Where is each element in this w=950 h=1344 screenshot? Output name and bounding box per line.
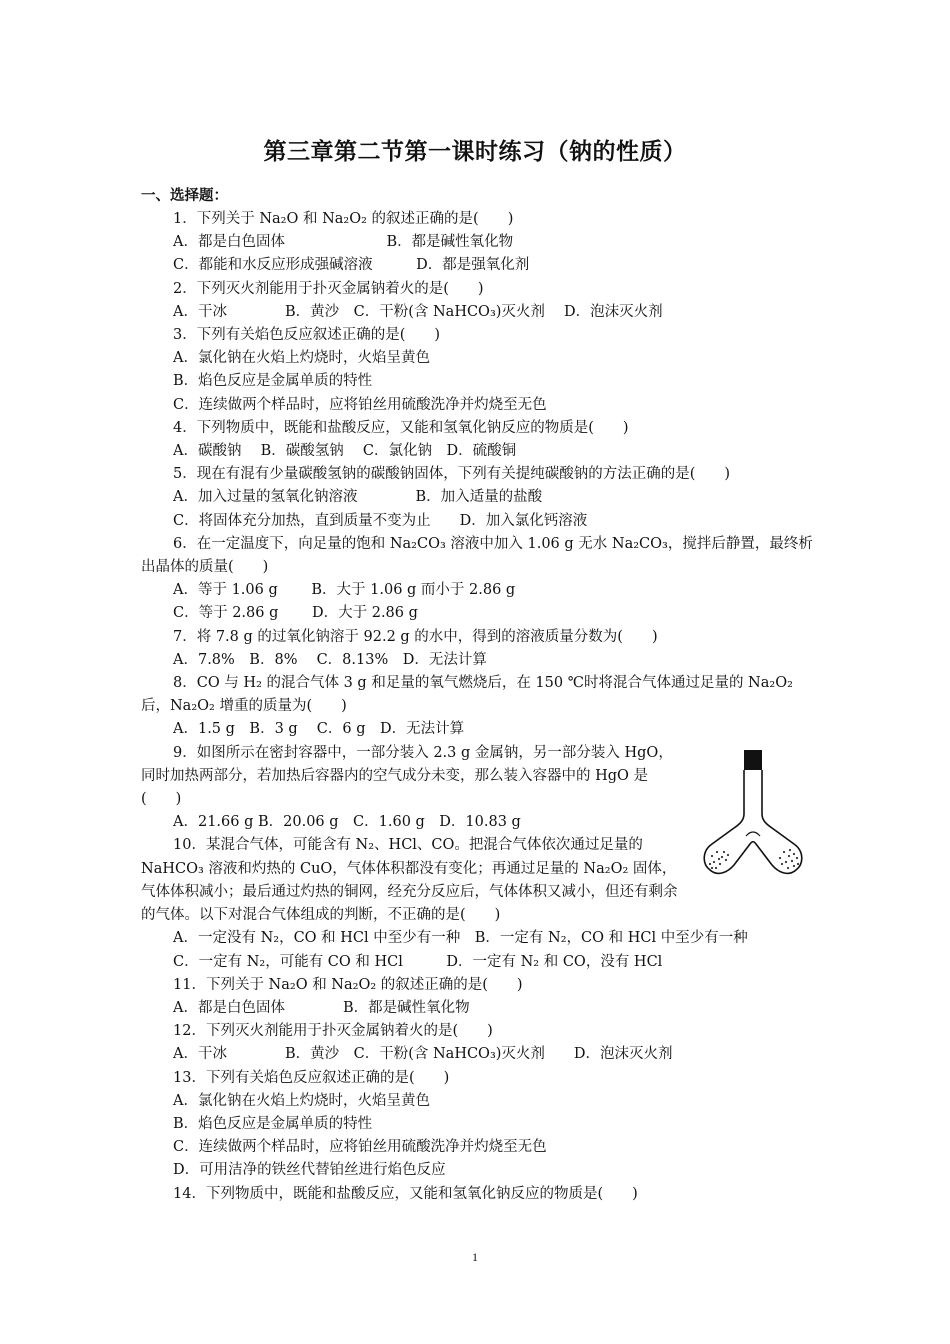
question-options: D．可用洁净的铁丝代替铂丝进行焰色反应: [173, 1162, 446, 1179]
question-stem: 8．CO 与 H₂ 的混合气体 3 g 和足量的氧气燃烧后，在 150 ℃时将混合气体通过足量的 Na₂O₂ 后，Na₂O₂ 增重的质量为( ): [141, 675, 793, 715]
question-options: B．焰色反应是金属单质的特性: [173, 1115, 373, 1132]
stopper-icon: [744, 750, 762, 770]
question-options: A．1.5 g B．3 g C．6 g D．无法计算: [173, 721, 465, 738]
question-list: [141, 208, 813, 1206]
question-stem: 13．下列有关焰色反应叙述正确的是( ): [173, 1069, 450, 1086]
question-options: A．21.66 g B．20.06 g C．1.60 g D．10.83 g: [173, 814, 521, 831]
question-options: A．加入过量的氢氧化钠溶液 B．加入适量的盐酸: [173, 489, 543, 506]
question-options: C．等于 2.86 g D．大于 2.86 g: [173, 605, 418, 622]
question-options: C．连续做两个样品时，应将铂丝用硫酸洗净并灼烧至无色: [173, 1139, 547, 1156]
question-options: C．连续做两个样品时，应将铂丝用硫酸洗净并灼烧至无色: [173, 396, 547, 413]
question-options: A．氯化钠在火焰上灼烧时，火焰呈黄色: [173, 350, 430, 367]
question-options: C．都能和水反应形成强碱溶液 D．都是强氧化剂: [173, 257, 530, 274]
question-stem: 10．某混合气体，可能含有 N₂、HCl、CO。把混合气体依次通过足量的 NaHCO₃ 溶液和灼热的 CuO，气体体积都没有变化；再通过足量的 Na₂O₂ 固体，气体体积减小；最后通过灼热的铜网，经充分反应后，气体体积又减小，但还有剩余的气体。以下对混合气体组成的判断，不正确的是( ): [141, 837, 678, 924]
question-options: A．都是白色固体 B．都是碱性氧化物: [173, 999, 470, 1016]
sodium-dots-icon: [709, 851, 729, 869]
question-stem: 9．如图所示在密封容器中，一部分装入 2.3 g 金属钠，另一部分装入 HgO，同时加热两部分，若加热后容器内的空气成分未变，那么装入容器中的 HgO 是( ): [141, 744, 673, 808]
question-options: A．干冰 B．黄沙 C．干粉(含 NaHCO₃)灭火剂 D．泡沫灭火剂: [173, 303, 663, 320]
question-stem: 6．在一定温度下，向足量的饱和 Na₂CO₃ 溶液中加入 1.06 g 无水 Na₂CO₃，搅拌后静置，最终析出晶体的质量( ): [141, 535, 813, 576]
hgo-dots-icon: [779, 849, 799, 869]
question-stem: 5．现在有混有少量碳酸氢钠的碳酸钠固体，下列有关提纯碳酸钠的方法正确的是( ): [173, 466, 731, 483]
question-options: B．焰色反应是金属单质的特性: [173, 373, 373, 390]
question-stem: 14．下列物质中，既能和盐酸反应，又能和氢氧化钠反应的物质是( ): [173, 1185, 638, 1202]
question-options: A．一定没有 N₂，CO 和 HCl 中至少有一种 B．一定有 N₂，CO 和 HCl 中至少有一种: [173, 930, 748, 947]
question-options: A．碳酸钠 B．碳酸氢钠 C．氯化钠 D．硫酸铜: [173, 443, 517, 460]
question-options: A．氯化钠在火焰上灼烧时，火焰呈黄色: [173, 1092, 430, 1109]
question-options: C．将固体充分加热，直到质量不变为止 D．加入氯化钙溶液: [173, 512, 588, 529]
question-options: A．等于 1.06 g B．大于 1.06 g 而小于 2.86 g: [173, 582, 516, 599]
question-stem: 2．下列灭火剂能用于扑灭金属钠着火的是( ): [173, 280, 484, 297]
question-options: A．都是白色固体 B．都是碱性氧化物: [173, 234, 514, 251]
page-number: 1: [472, 1250, 478, 1264]
question-stem: 3．下列有关焰色反应叙述正确的是( ): [173, 327, 441, 344]
question-stem: 12．下列灭火剂能用于扑灭金属钠着火的是( ): [173, 1023, 493, 1040]
page-title: 第三章第二节第一课时练习（钠的性质）: [263, 139, 687, 165]
question-stem: 4．下列物质中，既能和盐酸反应，又能和氢氧化钠反应的物质是( ): [173, 419, 629, 436]
question-options: C．一定有 N₂，可能有 CO 和 HCl D．一定有 N₂ 和 CO，没有 HCl: [173, 953, 663, 970]
section-heading: 一、选择题：: [141, 188, 228, 204]
y-tube-figure: [700, 748, 812, 880]
question-stem: 11．下列关于 Na₂O 和 Na₂O₂ 的叙述正确的是( ): [173, 976, 523, 993]
question-stem: 7．将 7.8 g 的过氧化钠溶于 92.2 g 的水中，得到的溶液质量分数为( ): [173, 628, 658, 645]
question-options: A．7.8% B．8% C．8.13% D．无法计算: [173, 651, 487, 668]
question-options: A．干冰 B．黄沙 C．干粉(含 NaHCO₃)灭火剂 D．泡沫灭火剂: [173, 1046, 673, 1063]
question-stem: 1．下列关于 Na₂O 和 Na₂O₂ 的叙述正确的是( ): [173, 211, 514, 227]
